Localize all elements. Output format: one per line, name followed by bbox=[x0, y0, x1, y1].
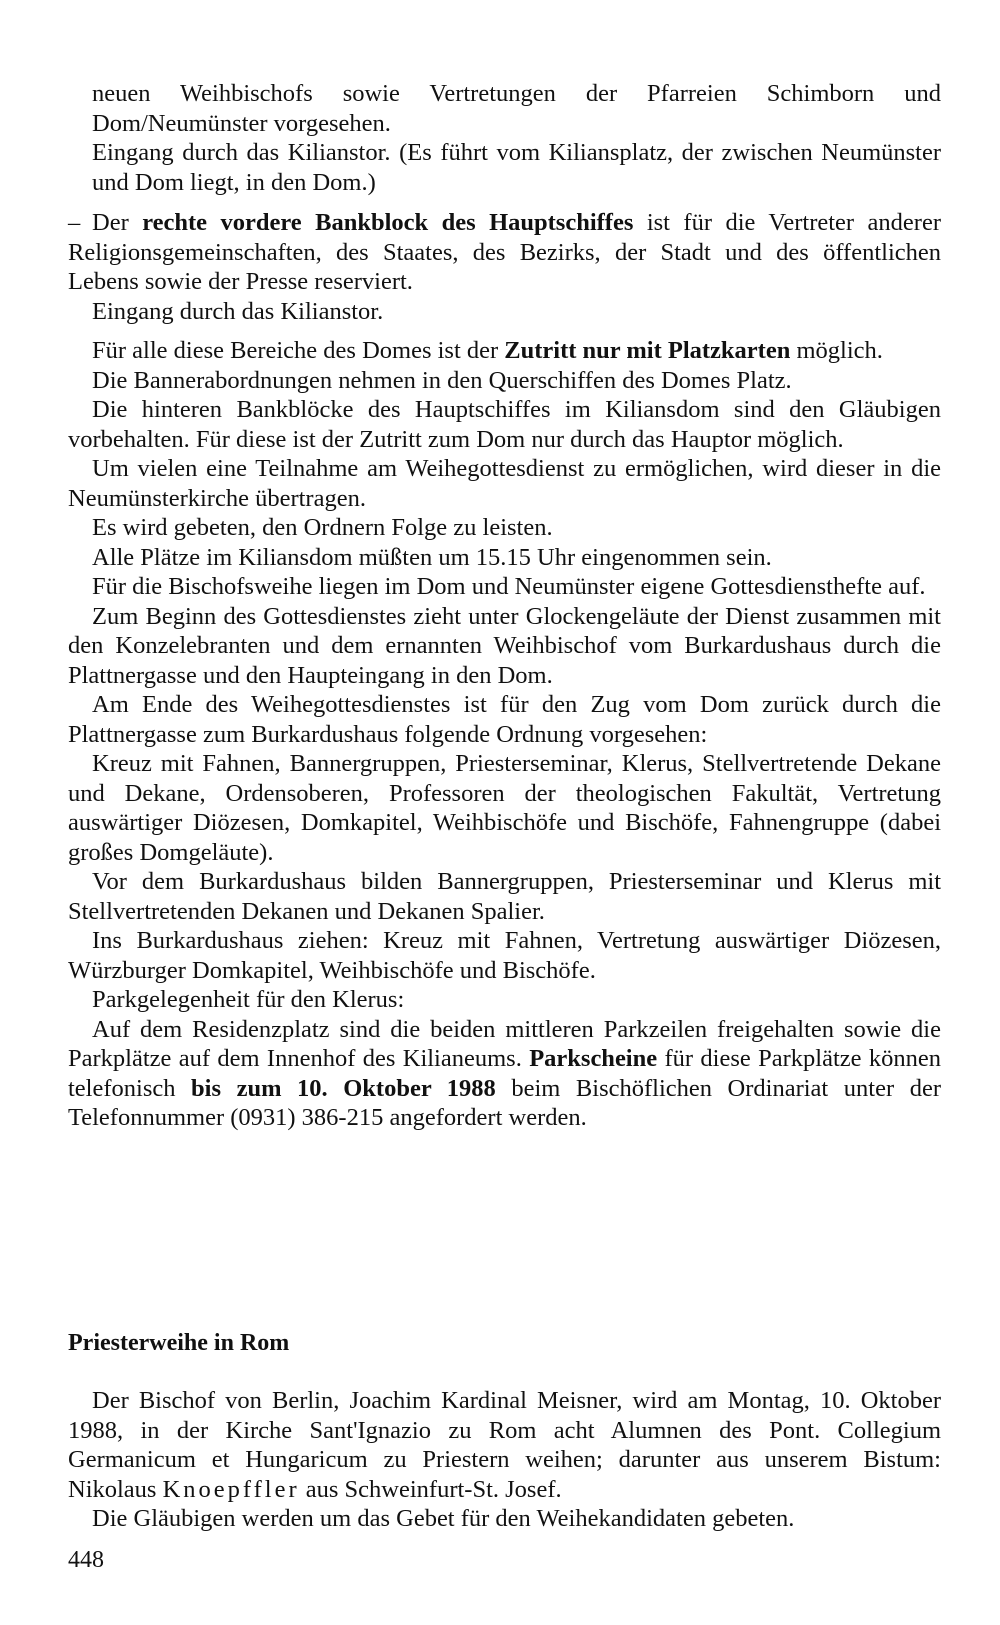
paragraph-12: Zum Beginn des Gottesdienstes zieht unter Glockengeläute der Dienst zusammen mit den Konzelebranten und dem ernannten Weihbischof vom Burkardushaus durch die Plattnergasse und den Haupteingang in den Dom. bbox=[68, 602, 941, 689]
bold-deadline: bis zum 10. Oktober 1988 bbox=[191, 1074, 496, 1102]
paragraph-4: Eingang durch das Kilianstor. bbox=[92, 297, 384, 325]
paragraph-16: Ins Burkardushaus ziehen: Kreuz mit Fahnen, Vertretung auswärtiger Diözesen, Würzburger Domkapitel, Weihbischöfe und Bischöfe. bbox=[68, 927, 941, 984]
paragraph-9: Es wird gebeten, den Ordnern Folge zu leisten. bbox=[92, 514, 553, 541]
paragraph-18: Auf dem Residenzplatz sind die beiden mittleren Parkzeilen freigehalten sowie die Parkplätze auf dem Innenhof des Kilianeums. Parkscheine für diese Parkplätze können telefonisch bis zum 10. Oktober 1988 beim Bischöflichen Ordinariat unter der Telefonnummer (0931) 386-215 angefordert werden. bbox=[68, 1015, 941, 1131]
text-block-upper bbox=[68, 79, 941, 197]
list-dash: – bbox=[68, 209, 81, 236]
paragraph-3: Der rechte vordere Bankblock des Hauptschiffes ist für die Vertreter anderer Religionsgemeinschaften, des Staates, des Bezirks, der Stadt und des öffentlichen Lebens sowie der Presse reserviert. bbox=[68, 209, 941, 295]
paragraph-2: Eingang durch das Kilianstor. (Es führt vom Kiliansplatz, der zwischen Neumünster und Dom liegt, in den Dom.) bbox=[92, 139, 941, 196]
text-block-main bbox=[68, 336, 941, 1133]
paragraph-8: Um vielen eine Teilnahme am Weihegottesdienst zu ermöglichen, wird dieser in die Neumünsterkirche übertragen. bbox=[68, 455, 941, 512]
paragraph-17: Parkgelegenheit für den Klerus: bbox=[92, 986, 405, 1013]
bold-parkscheine: Parkscheine bbox=[529, 1045, 658, 1072]
paragraph-20: Die Gläubigen werden um das Gebet für den Weihekandidaten gebeten. bbox=[92, 1505, 795, 1532]
paragraph-15: Vor dem Burkardushaus bilden Bannergruppen, Priesterseminar und Klerus mit Stellvertretenden Dekanen und Dekanen Spalier. bbox=[68, 868, 941, 925]
section-heading: Priesterweihe in Rom bbox=[68, 1330, 290, 1356]
paragraph-7: Die hinteren Bankblöcke des Hauptschiffes im Kiliansdom sind den Gläubigen vorbehalten. Für diese ist der Zutritt zum Dom nur durch das Hauptor möglich. bbox=[68, 396, 941, 453]
bold-bankblock: rechte vordere Bankblock des Hauptschiffes bbox=[142, 209, 634, 236]
page-number: 448 bbox=[68, 1547, 104, 1573]
text-block-bank bbox=[68, 208, 941, 326]
paragraph-1: neuen Weihbischofs sowie Vertretungen der Pfarreien Schimborn und Dom/Neumünster vorgesehen. bbox=[92, 80, 941, 137]
text-block-rome bbox=[68, 1386, 941, 1534]
paragraph-19: Der Bischof von Berlin, Joachim Kardinal Meisner, wird am Montag, 10. Oktober 1988, in der Kirche Sant'Ignazio zu Rom acht Alumnen des Pont. Collegium Germanicum et Hungaricum zu Priestern weihen; darunter aus unserem Bistum: Nikolaus Knoepffler aus Schweinfurt-St. Josef. bbox=[68, 1387, 941, 1503]
paragraph-11: Für die Bischofsweihe liegen im Dom und Neumünster eigene Gottesdiensthefte auf. bbox=[92, 573, 926, 600]
paragraph-13: Am Ende des Weihegottesdienstes ist für den Zug vom Dom zurück durch die Plattnergasse zum Burkardushaus folgende Ordnung vorgesehen: bbox=[68, 691, 941, 748]
paragraph-6: Die Bannerabordnungen nehmen in den Querschiffen des Domes Platz. bbox=[92, 366, 792, 394]
spaced-name: Knoepffler bbox=[162, 1475, 300, 1503]
paragraph-5: Für alle diese Bereiche des Domes ist der Zutritt nur mit Platzkarten möglich. bbox=[92, 337, 883, 364]
bold-zutritt: Zutritt nur mit Platzkarten bbox=[504, 337, 791, 364]
paragraph-14: Kreuz mit Fahnen, Bannergruppen, Priesterseminar, Klerus, Stellvertretende Dekane und Dekane, Ordensoberen, Professoren der theologischen Fakultät, Vertretung auswärtiger Diözesen, Domkapitel, Weihbischöfe und Bischöfe, Fahnengruppe (dabei großes Domgeläute). bbox=[68, 750, 941, 866]
paragraph-10: Alle Plätze im Kiliansdom müßten um 15.15 Uhr eingenommen sein. bbox=[92, 543, 772, 571]
